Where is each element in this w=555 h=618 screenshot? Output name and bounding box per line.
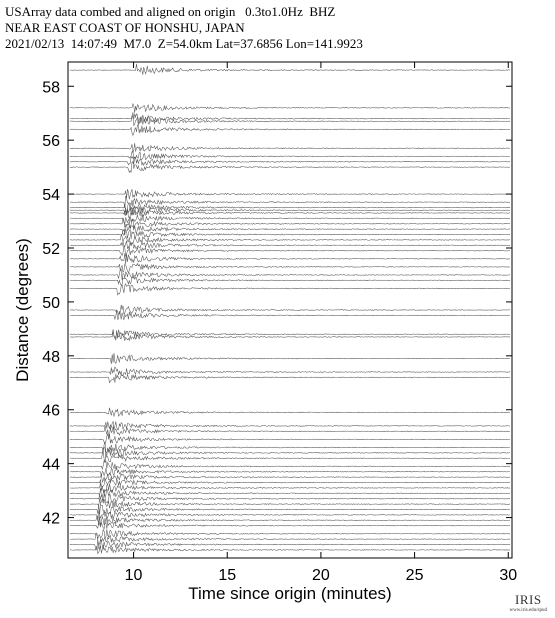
seismic-trace [70, 215, 510, 224]
seismic-trace [70, 460, 510, 469]
seismic-trace [70, 116, 510, 126]
seismic-trace [70, 205, 510, 215]
header-line-3: 2021/02/13 14:07:49 M7.0 Z=54.0km Lat=37.6856 Lon=141.9923 [5, 36, 363, 51]
y-tick-label: 44 [42, 456, 60, 474]
seismic-traces [70, 64, 510, 554]
seismic-trace [70, 367, 510, 376]
seismic-trace [70, 504, 510, 514]
seismic-trace [70, 112, 510, 123]
x-tick-label: 25 [405, 567, 424, 584]
seismic-trace [70, 253, 510, 264]
seismic-trace [70, 353, 510, 364]
seismic-trace [70, 189, 510, 199]
seismic-trace [70, 269, 510, 280]
seismic-trace [70, 374, 510, 383]
y-tick-label: 42 [42, 510, 60, 528]
x-axis [125, 62, 518, 584]
x-tick-label: 20 [312, 567, 330, 584]
seismic-trace [70, 434, 510, 444]
x-axis-label: Time since origin (minutes) [188, 584, 392, 603]
header-line-2: NEAR EAST COAST OF HONSHU, JAPAN [5, 20, 245, 35]
seismic-trace [70, 245, 510, 255]
seismic-trace [70, 264, 510, 273]
seismic-trace [70, 162, 510, 173]
seismic-trace [70, 203, 510, 213]
iris-logo [510, 592, 547, 613]
iris-logo-text: IRIS [514, 592, 542, 607]
y-tick-label: 56 [42, 133, 60, 151]
seismic-trace [70, 482, 510, 493]
iris-logo-url: www.iris.edu/spud [509, 608, 547, 613]
seismic-trace [70, 516, 510, 526]
seismic-trace [70, 545, 510, 553]
seismic-trace [70, 284, 510, 295]
x-tick-label: 15 [218, 567, 237, 584]
y-tick-label: 54 [42, 187, 60, 205]
seismic-trace [70, 421, 510, 429]
seismic-trace [70, 225, 510, 236]
y-tick-label: 50 [42, 294, 60, 312]
x-tick-label: 10 [124, 567, 143, 584]
seismic-trace [70, 241, 510, 249]
seismic-trace [70, 521, 510, 529]
y-tick-label: 52 [42, 241, 60, 258]
seismic-trace [70, 143, 510, 153]
seismic-trace [70, 329, 510, 340]
seismic-trace [70, 210, 510, 219]
seismic-trace [70, 468, 510, 477]
seismic-trace [70, 408, 510, 416]
seismic-trace [70, 498, 510, 508]
seismic-trace [70, 533, 510, 544]
seismic-trace [70, 529, 510, 539]
y-axis [42, 79, 512, 527]
seismic-trace [70, 488, 510, 497]
x-tick-label: 30 [499, 567, 518, 584]
seismic-trace [70, 277, 510, 285]
y-tick-label: 48 [42, 348, 60, 366]
seismic-trace [70, 442, 510, 454]
seismic-trace [70, 64, 510, 75]
seismic-trace [70, 494, 510, 502]
y-tick-label: 46 [42, 402, 60, 420]
header-line-1: USArray data combed and aligned on origin 0.3to1.0Hz BHZ [5, 4, 336, 19]
seismic-trace [70, 196, 510, 208]
y-tick-label: 58 [42, 79, 60, 97]
seismic-trace [70, 104, 510, 113]
seismic-trace [70, 478, 510, 486]
y-axis-label: Distance (degrees) [13, 238, 32, 382]
seismic-trace [70, 125, 510, 135]
seismic-trace [70, 229, 510, 239]
seismic-trace [70, 157, 510, 166]
seismic-trace [70, 474, 510, 482]
